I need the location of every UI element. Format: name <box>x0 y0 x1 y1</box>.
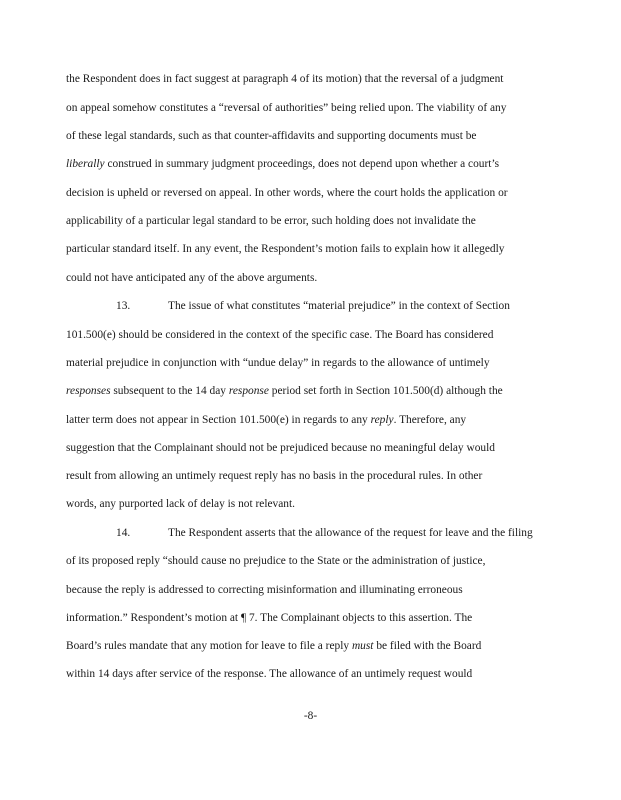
text-line-12: responses subsequent to the 14 day response period set forth in Section 101.500(d) although the <box>66 385 503 397</box>
text-line-18: of its proposed reply “should cause no prejudice to the State or the administration of justice, <box>66 555 486 567</box>
page-number: -8- <box>303 710 318 722</box>
text-line-7: particular standard itself. In any event, the Respondent’s motion fails to explain how it allegedly <box>66 243 505 255</box>
paragraph-number: 14. <box>116 527 131 539</box>
text-line-1: the Respondent does in fact suggest at paragraph 4 of its motion) that the reversal of a judgment <box>66 73 504 85</box>
text-line-20: information.” Respondent’s motion at ¶ 7. The Complainant objects to this assertion. The <box>66 612 473 624</box>
text-line-10: 101.500(e) should be considered in the context of the specific case. The Board has considered <box>66 329 494 341</box>
text-line-3: of these legal standards, such as that counter-affidavits and supporting documents must be <box>66 130 477 142</box>
text-line-4: liberally construed in summary judgment proceedings, does not depend upon whether a court’s <box>66 158 500 170</box>
text-line-21: Board’s rules mandate that any motion for leave to file a reply must be filed with the Board <box>66 640 482 652</box>
paragraph-number: 13. <box>116 300 131 312</box>
text-line-6: applicability of a particular legal standard to be error, such holding does not invalidate the <box>66 215 476 227</box>
paragraph-14-first-line: 14. The Respondent asserts that the allowance of the request for leave and the filing <box>66 526 558 540</box>
text-line-8: could not have anticipated any of the above arguments. <box>66 272 318 284</box>
text-line-13: latter term does not appear in Section 101.500(e) in regards to any reply. Therefore, any <box>66 414 467 426</box>
text-line-2: on appeal somehow constitutes a “reversal of authorities” being relied upon. The viability of any <box>66 102 507 114</box>
text-line-16: words, any purported lack of delay is not relevant. <box>66 498 296 510</box>
text-line-19: because the reply is addressed to correcting misinformation and illuminating erroneous <box>66 584 463 596</box>
text-line-5: decision is upheld or reversed on appeal. In other words, where the court holds the application or <box>66 187 508 199</box>
text-line-15: result from allowing an untimely request reply has no basis in the procedural rules. In other <box>66 470 483 482</box>
text-line-22: within 14 days after service of the response. The allowance of an untimely request would <box>66 668 473 680</box>
text-line-14: suggestion that the Complainant should not be prejudiced because no meaningful delay would <box>66 442 495 454</box>
text-line-11: material prejudice in conjunction with “undue delay” in regards to the allowance of untimely <box>66 357 490 369</box>
paragraph-13-first-line: 13. The issue of what constitutes “material prejudice” in the context of Section <box>66 299 558 313</box>
